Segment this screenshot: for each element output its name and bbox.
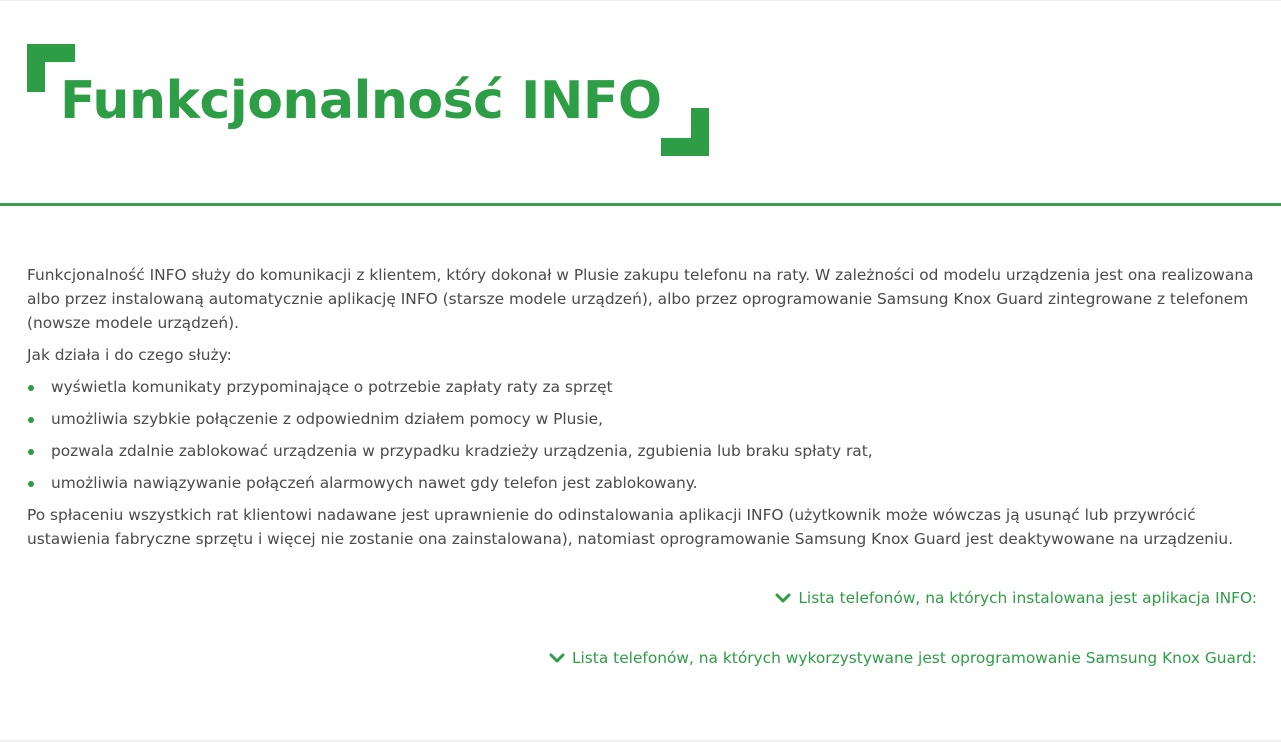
list-item-text: wyświetla komunikaty przypominające o potrzebie zapłaty raty za sprzęt <box>51 378 613 396</box>
how-it-works-heading: Jak działa i do czego służy: <box>27 346 232 364</box>
info-app-phone-list-label: Lista telefonów, na których instalowana jest aplikacja INFO: <box>798 589 1257 607</box>
info-app-phone-list-link[interactable] <box>549 586 1257 610</box>
list-item-text: umożliwia szybkie połączenie z odpowiednim działem pomocy w Plusie, <box>51 410 604 428</box>
feature-list <box>27 375 1257 495</box>
knox-guard-phone-list-label: Lista telefonów, na których wykorzystywane jest oprogramowanie Samsung Knox Guard: <box>571 649 1257 667</box>
list-item <box>27 407 1257 431</box>
top-border <box>0 0 1281 1</box>
knox-guard-phone-list-link[interactable] <box>549 646 1257 670</box>
section-divider <box>0 203 1281 206</box>
list-item <box>27 439 1257 463</box>
expandable-links <box>549 586 1257 670</box>
main-content <box>27 263 1257 559</box>
title-block <box>27 44 709 156</box>
list-item <box>27 375 1257 399</box>
bullet-icon <box>28 385 34 391</box>
chevron-down-icon <box>549 652 565 664</box>
outro-paragraph: Po spłaceniu wszystkich rat klientowi nadawane jest uprawnienie do odinstalowania aplikacji INFO (użytkownik może wówczas ją usunąć lub przywrócić ustawienia fabryczne sprzętu i więcej nie zostanie ona zainstalowana), natomiast oprogramowanie Samsung Knox Guard jest deaktywowane na urządzeniu. <box>27 506 1233 548</box>
list-item <box>27 471 1257 495</box>
bracket-bottom-right-decoration <box>661 108 709 156</box>
chevron-down-icon <box>775 592 791 604</box>
bullet-icon <box>28 417 34 423</box>
list-item-text: umożliwia nawiązywanie połączeń alarmowych nawet gdy telefon jest zablokowany. <box>51 474 698 492</box>
bullet-icon <box>28 449 34 455</box>
list-item-text: pozwala zdalnie zablokować urządzenia w przypadku kradzieży urządzenia, zgubienia lub braku spłaty rat, <box>51 442 873 460</box>
intro-paragraph: Funkcjonalność INFO służy do komunikacji z klientem, który dokonał w Plusie zakupu telefonu na raty. W zależności od modelu urządzenia jest ona realizowana albo przez instalowaną automatycznie aplikację INFO (starsze modele urządzeń), albo przez oprogramowanie Samsung Knox Guard zintegrowane z telefonem (nowsze modele urządzeń). <box>27 266 1254 332</box>
bullet-icon <box>28 481 34 487</box>
page-title: Funkcjonalność INFO <box>60 71 662 131</box>
